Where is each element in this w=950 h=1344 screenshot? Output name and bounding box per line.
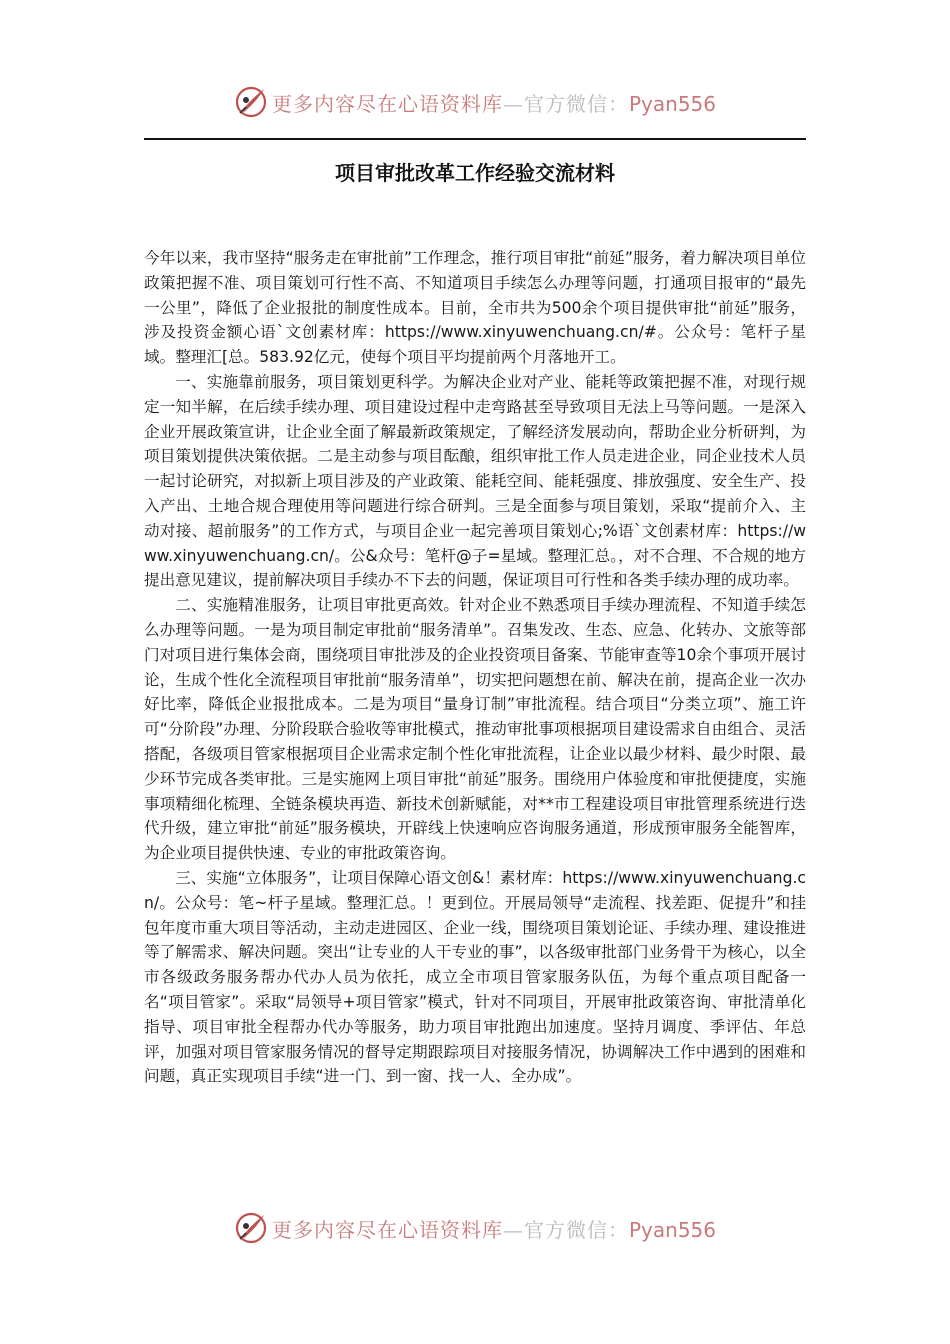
- footer-banner-text: 更多内容尽在心语资料库—官方微信：Pyan556: [271, 1217, 716, 1242]
- document-title: 项目审批改革工作经验交流材料: [335, 161, 615, 185]
- footer-watermark-banner: [0, 1208, 950, 1248]
- quill-logo-icon: [234, 85, 268, 119]
- paragraph-intro: 今年以来，我市坚持“服务走在审批前”工作理念，推行项目审批“前延”服务，着力解决项目单位政策把握不准、项目策划可行性不高、不知道项目手续怎么办理等问题，打通项目报审的“最先一公里”，降低了企业报批的制度性成本。目前，全市共为500余个项目提供审批“前延”服务，涉及投资金额心语`文创素材库：https://www.xinyuwenchuang.cn/#。公众号：笔杆子星域。整理汇[总。583.92亿元，使每个项目平均提前两个月落地开工。: [144, 249, 806, 367]
- header-banner-text: 更多内容尽在心语资料库—官方微信：Pyan556: [271, 91, 716, 116]
- paragraph-section-1: 一、实施靠前服务，项目策划更科学。为解决企业对产业、能耗等政策把握不准，对现行规定一知半解，在后续手续办理、项目建设过程中走弯路甚至导致项目无法上马等问题。一是深入企业开展政策宣讲，让企业全面了解最新政策规定，了解经济发展动向，帮助企业分析研判，为项目策划提供决策依据。二是主动参与项目酝酿，组织审批工作人员走进企业，同企业技术人员一起讨论研究，对拟新上项目涉及的产业政策、能耗空间、能耗强度、排放强度、安全生产、投入产出、土地合规合理使用等问题进行综合研判。三是全面参与项目策划，采取“提前介入、主动对接、超前服务”的工作方式，与项目企业一起完善项目策划心;%语`文创素材库：https://www.xinyuwenchuang.cn/。公&众号：笔杆@子=星域。整理汇总。，对不合理、不合规的地方提出意见建议，提前解决项目手续办不下去的问题，保证项目可行性和各类手续办理的成功率。: [144, 372, 806, 590]
- header-divider: [144, 138, 806, 140]
- paragraph-section-3: 三、实施“立体服务”，让项目保障心语文创&！素材库：https://www.xinyuwenchuang.cn/。公众号：笔~杆子星域。整理汇总。！更到位。开展局领导“走流程、找差距、促提升”和挂包年度市重大项目等活动，主动走进园区、企业一线，围绕项目策划论证、手续办理、建设推进等了解需求、解决问题。突出“让专业的人干专业的事”，以各级审批部门业务骨干为核心，以全市各级政务服务帮办代办人员为依托，成立全市项目管家服务队伍，为每个重点项目配备一名“项目管家”。采取“局领导+项目管家”模式，针对不同项目，开展审批政策咨询、审批清单化指导、项目审批全程帮办代办等服务，助力项目审批跑出加速度。坚持月调度、季评估、年总评，加强对项目管家服务情况的督导定期跟踪项目对接服务情况，协调解决工作中遇到的困难和问题，真正实现项目手续“进一门、到一窗、找一人、全办成”。: [144, 868, 806, 1086]
- document-body: [144, 246, 806, 1089]
- paragraph-section-2: 二、实施精准服务，让项目审批更高效。针对企业不熟悉项目手续办理流程、不知道手续怎么办理等问题。一是为项目制定审批前“服务清单”。召集发改、生态、应急、化转办、文旅等部门对项目进行集体会商，围绕项目审批涉及的企业投资项目备案、节能审查等10余个事项开展讨论，生成个性化全流程项目审批前“服务清单”，切实把问题想在前、解决在前，提高企业一次办好比率，降低企业报批成本。二是为项目“量身订制”审批流程。结合项目“分类立项”、施工许可“分阶段”办理、分阶段联合验收等审批模式，推动审批事项根据项目建设需求自由组合、灵活搭配，各级项目管家根据项目企业需求定制个性化审批流程，让企业以最少材料、最少时限、最少环节完成各类审批。三是实施网上项目审批“前延”服务。围绕用户体验度和审批便捷度，实施事项精细化梳理、全链条模块再造、新技术创新赋能，对**市工程建设项目审批管理系统进行迭代升级，建立审批“前延”服务模块，开辟线上快速响应咨询服务通道，形成预审服务全能智库，为企业项目提供快速、专业的审批政策咨询。: [144, 596, 806, 863]
- quill-logo-icon: [234, 1211, 268, 1245]
- header-watermark-banner: [0, 82, 950, 122]
